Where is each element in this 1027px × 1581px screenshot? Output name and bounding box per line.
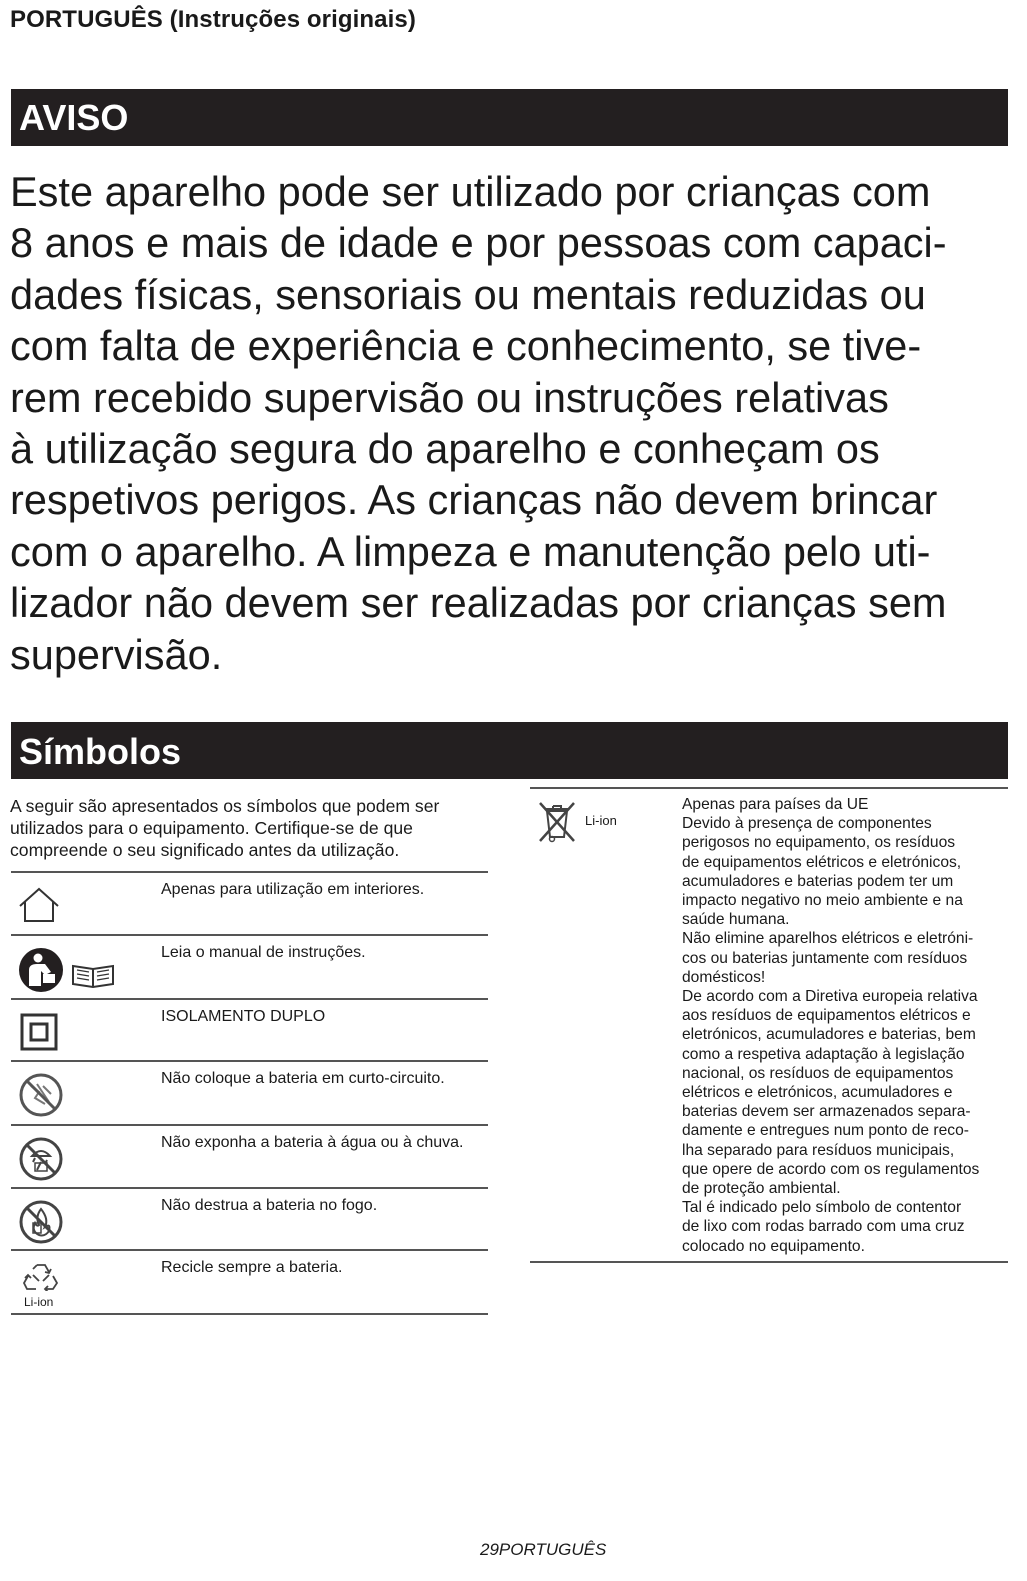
table-row [11, 934, 488, 998]
weee-line: de proteção ambiental. [682, 1180, 841, 1198]
weee-line: colocado no equipamento. [682, 1237, 865, 1255]
symbol-description: Apenas para utilização em interiores. [161, 881, 425, 898]
weee-line: impacto negativo no meio ambiente e na [682, 892, 963, 910]
weee-line: perigosos no equipamento, os resíduos [682, 834, 956, 852]
weee-line: Não elimine aparelhos elétricos e eletróni- [682, 930, 974, 948]
crossed-bin-icon [536, 799, 578, 843]
warning-line: rem recebido supervisão ou instruções relativas [10, 373, 889, 421]
weee-icon-label: Li-ion [585, 813, 617, 828]
table-row [11, 1187, 488, 1249]
warning-line: lizador não devem ser realizadas por crianças sem [10, 579, 947, 627]
weee-line: elétricos e eletrónicos, acumuladores e [682, 1084, 953, 1102]
weee-line: nacional, os resíduos de equipamentos [682, 1064, 954, 1082]
weee-line: baterias devem ser armazenados separa- [682, 1103, 971, 1121]
symbol-description: Não coloque a bateria em curto-circuito. [161, 1070, 445, 1087]
weee-line: cos ou baterias juntamente com resíduos [682, 949, 968, 967]
weee-line: Tal é indicado pelo símbolo de contentor [682, 1199, 962, 1217]
symbol-description: Recicle sempre a bateria. [161, 1259, 343, 1276]
no-water-icon [17, 1136, 65, 1182]
warning-line: com falta de experiência e conhecimento, se tive- [10, 322, 922, 370]
no-fire-icon [17, 1199, 65, 1245]
table-row [11, 1060, 488, 1124]
house-icon [17, 887, 61, 923]
warning-line: à utilização segura do aparelho e conheçam os [10, 425, 880, 473]
warning-line: 8 anos e mais de idade e por pessoas com capaci- [10, 219, 947, 267]
weee-line: Devido à presença de componentes [682, 815, 932, 833]
weee-line: como a respetiva adaptação à legislação [682, 1045, 965, 1063]
warning-line: dades físicas, sensoriais ou mentais reduzidas ou [10, 270, 926, 318]
symbol-description: ISOLAMENTO DUPLO [161, 1008, 326, 1025]
weee-line: aos resíduos de equipamentos elétricos e [682, 1007, 971, 1025]
weee-line: damente e entregues num ponto de reco- [682, 1122, 969, 1140]
intro-line: compreende o seu significado antes da utilização. [10, 840, 400, 860]
warning-line: Este aparelho pode ser utilizado por crianças com [10, 168, 931, 215]
symbol-description: Não destrua a bateria no fogo. [161, 1197, 378, 1214]
symbol-description: Não exponha a bateria à água ou à chuva. [161, 1134, 464, 1151]
table-row [11, 1124, 488, 1187]
weee-line: de equipamentos elétricos e eletrónicos, [682, 853, 962, 871]
weee-line: saúde humana. [682, 911, 790, 929]
weee-line: domésticos! [682, 968, 766, 986]
warning-text [10, 166, 1020, 680]
weee-line: de lixo com rodas barrado com uma cruz [682, 1218, 965, 1236]
intro-line: A seguir são apresentados os símbolos que podem ser [10, 796, 440, 816]
table-row [11, 1249, 488, 1315]
symbols-title: Símbolos [11, 722, 1008, 779]
language-header: PORTUGUÊS (Instruções originais) [10, 6, 416, 33]
recycle-icon-label: Li-ion [24, 1295, 54, 1309]
weee-line: acumuladores e baterias podem ter um [682, 872, 954, 890]
warning-title: AVISO [11, 89, 1008, 146]
weee-line: que opere de acordo com os regulamentos [682, 1160, 980, 1178]
warning-line: com o aparelho. A limpeza e manutenção pelo uti- [10, 527, 931, 575]
warning-line: respetivos perigos. As crianças não devem brincar [10, 476, 938, 524]
table-row [11, 871, 488, 934]
manual-icon [17, 946, 117, 994]
weee-line: lha separado para resíduos municipais, [682, 1141, 955, 1159]
weee-description [682, 795, 979, 1256]
no-short-circuit-icon [17, 1072, 65, 1118]
double-insulation-icon [17, 1012, 61, 1052]
symbols-table [11, 871, 488, 1315]
warning-line: supervisão. [10, 630, 223, 678]
symbols-intro [10, 795, 490, 861]
page-footer: 29PORTUGUÊS [480, 1540, 607, 1559]
recycle-icon [19, 1261, 63, 1291]
weee-line: eletrónicos, acumuladores e baterias, bem [682, 1026, 976, 1044]
weee-section [530, 787, 1008, 1263]
weee-line: Apenas para países da UE [682, 796, 869, 813]
symbol-description: Leia o manual de instruções. [161, 944, 366, 961]
table-row [11, 998, 488, 1060]
weee-line: De acordo com a Diretiva europeia relativa [682, 988, 978, 1006]
intro-line: utilizados para o equipamento. Certifique-se de que [10, 818, 413, 838]
